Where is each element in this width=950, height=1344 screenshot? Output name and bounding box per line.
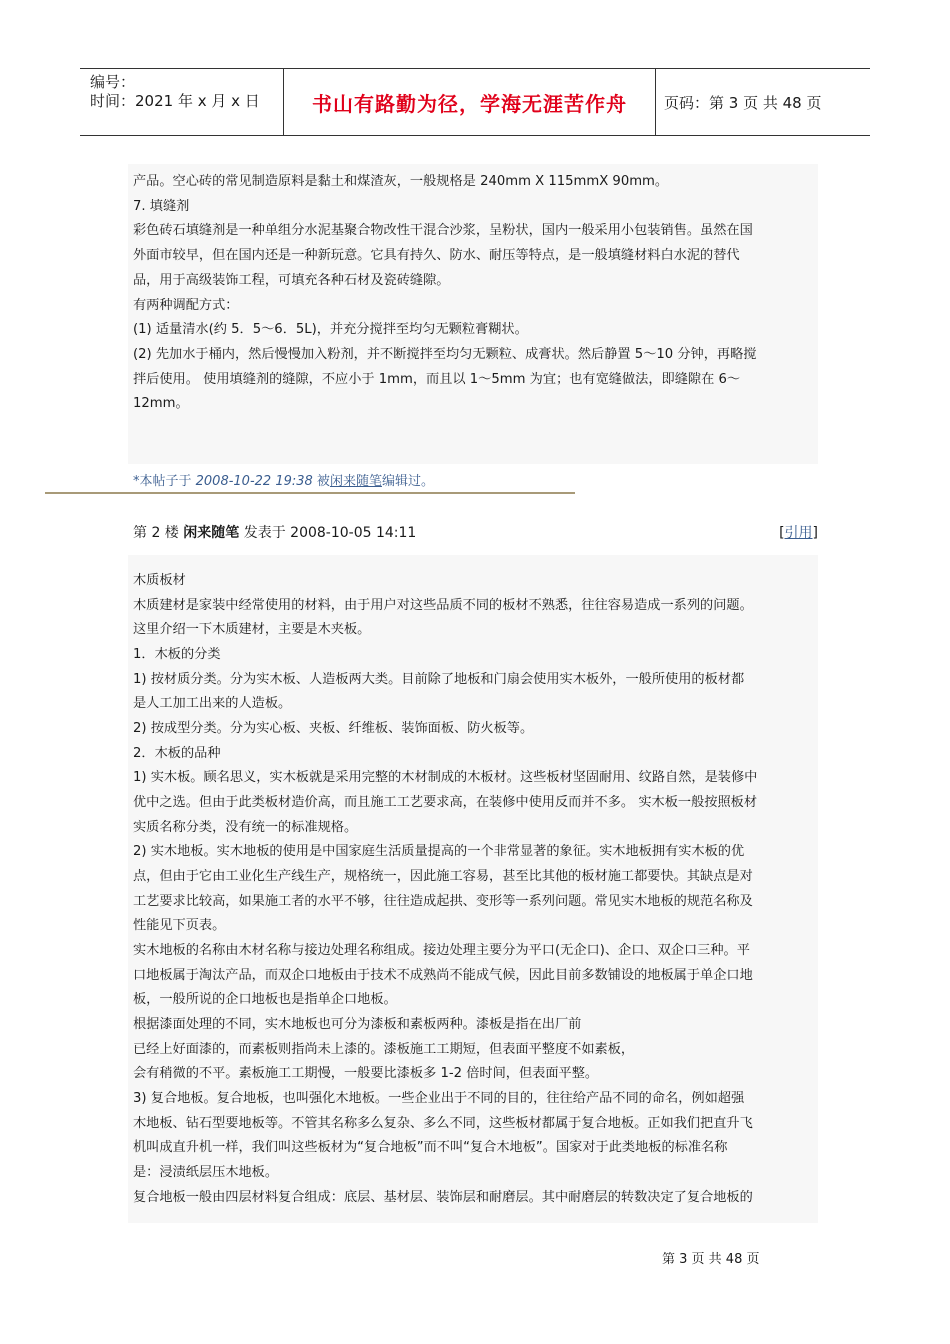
text-line: 这里介绍一下木质建材，主要是木夹板。 (133, 622, 371, 638)
text-line: 实质名称分类，没有统一的标准规格。 (133, 819, 358, 835)
text-line: 是人工加工出来的人造板。 (133, 696, 292, 712)
text-line: 1) 按材质分类。分为实木板、人造板两大类。目前除了地板和门扇会使用实木板外，一般所使用的板材都 (133, 671, 745, 687)
text-line: 点，但由于它由工业化生产线生产，规格统一，因此施工容易，甚至比其他的板材施工都要快。其缺点是对 (133, 868, 753, 884)
text-line: 木地板、钻石型要地板等。不管其名称多么复杂、多么不同，这些板材都属于复合地板。正如我们把直升飞 (133, 1115, 753, 1131)
text-line: 2) 实木地板。实木地板的使用是中国家庭生活质量提高的一个非常显著的象征。实木地板拥有实木板的优 (133, 844, 745, 860)
text-line: 1) 实木板。顾名思义，实木板就是采用完整的木材制成的木板材。这些板材坚固耐用、纹路自然，是装修中 (133, 770, 758, 786)
text-line: (2) 先加水于桶内，然后慢慢加入粉剂，并不断搅拌至均匀无颗粒、成膏状。然后静置 5～10 分钟，再略搅 (133, 346, 757, 362)
text-line: 7. 填缝剂 (133, 198, 190, 214)
text-line: 是：浸渍纸层压木地板。 (133, 1164, 279, 1180)
floor-label: 第 2 楼 (133, 525, 179, 541)
quote-bracket-open: [ (779, 525, 785, 541)
post-header (133, 522, 416, 542)
text-line: 木质板材 (133, 573, 186, 588)
page-footer: 第 3 页 共 48 页 (662, 1252, 760, 1267)
text-line: 已经上好面漆的，而素板则指尚未上漆的。漆板施工工期短，但表面平整度不如素板， (133, 1041, 635, 1057)
code-label: 编号： (90, 73, 136, 91)
text-line: 2) 按成型分类。分为实心板、夹板、纤维板、装饰面板、防火板等。 (133, 720, 534, 736)
text-line: 3) 复合地板。复合地板，也叫强化木地板。一些企业出于不同的目的，往往给产品不同的命名，例如超强 (133, 1090, 745, 1106)
text-line: 有两种调配方式： (133, 297, 239, 313)
header-meta (80, 69, 283, 135)
post-timestamp: 发表于 2008-10-05 14:11 (243, 525, 417, 541)
text-line: 工艺要求比较高，如果施工者的水平不够，往往造成起拱、变形等一系列问题。常见实木地板的规范名称及 (133, 893, 753, 909)
text-line: 12mm。 (133, 396, 189, 412)
text-line: 实木地板的名称由木材名称与接边处理名称组成。接边处理主要分为平口(无企口)、企口、双企口三种。平 (133, 942, 750, 958)
text-line: 拌后使用。 使用填缝剂的缝隙，不应小于 1mm，而且以 1～5mm 为宜；也有宽缝做法，即缝隙在 6～ (133, 371, 741, 387)
page-header (80, 68, 870, 136)
text-line: 会有稍微的不平。素板施工工期慢，一般要比漆板多 1-2 倍时间，但表面平整。 (133, 1066, 599, 1082)
text-line: 优中之选。但由于此类板材造价高，而且施工工艺要求高，在装修中使用反而并不多。 实木板一般按照板材 (133, 794, 758, 810)
quote-link[interactable]: 引用 (784, 525, 813, 541)
text-line: 2．木板的品种 (133, 745, 221, 761)
text-line: 木质建材是家装中经常使用的材料，由于用户对这些品质不同的板材不熟悉，往往容易造成一系列的问题。 (133, 597, 753, 613)
text-line: 产品。空心砖的常见制造原料是黏土和煤渣灰，一般规格是 240mm X 115mmX 90mm。 (133, 174, 669, 189)
text-line: 外面市较早，但在国内还是一种新玩意。它具有持久、防水、耐压等特点，是一般填缝材料白水泥的替代 (133, 248, 740, 264)
header-page-info: 页码：第 3 页 共 48 页 (664, 93, 822, 112)
text-line: 板，一般所说的企口地板也是指单企口地板。 (133, 992, 397, 1008)
text-line: 品，用于高级装饰工程，可填充各种石材及瓷砖缝隙。 (133, 272, 450, 288)
header-motto: 书山有路勤为径，学海无涯苦作舟 (283, 69, 656, 135)
edit-note-user-link[interactable]: 闲来随笔 (329, 474, 382, 489)
text-line: 复合地板一般由四层材料复合组成：底层、基材层、装饰层和耐磨层。其中耐磨层的转数决定了复合地板的 (133, 1189, 753, 1205)
text-line: 机叫成直升机一样，我们叫这些板材为“复合地板”而不叫“复合木地板”。国家对于此类地板的标准名称 (133, 1140, 728, 1156)
quote-action (779, 522, 818, 542)
text-line: 性能见下页表。 (133, 918, 226, 934)
post-author[interactable]: 闲来随笔 (183, 525, 240, 541)
edit-note-prefix: *本帖子于 (133, 474, 196, 489)
text-line: 彩色砖石填缝剂是一种单组分水泥基聚合物改性干混合沙浆，呈粉状，国内一般采用小包装销售。虽然在国 (133, 223, 753, 239)
time-label: 时间：2021 年 x 月 x 日 (90, 92, 260, 110)
text-line: 口地板属于淘汰产品，而双企口地板由于技术不成熟尚不能成气候，因此目前多数铺设的地板属于单企口地 (133, 967, 753, 983)
edit-note-suffix: 编辑过。 (381, 474, 434, 489)
edit-note-timestamp: 2008-10-22 19:38 (195, 474, 313, 489)
edit-note (133, 470, 434, 489)
edit-note-mid: 被 (312, 474, 330, 489)
text-line: (1) 适量清水(约 5．5～6．5L)，并充分搅拌至均匀无颗粒膏糊状。 (133, 322, 528, 338)
post-divider (45, 492, 575, 494)
text-line: 1．木板的分类 (133, 646, 221, 662)
text-line: 根据漆面处理的不同，实木地板也可分为漆板和素板两种。漆板是指在出厂前 (133, 1016, 582, 1032)
quote-bracket-close: ] (812, 525, 818, 541)
